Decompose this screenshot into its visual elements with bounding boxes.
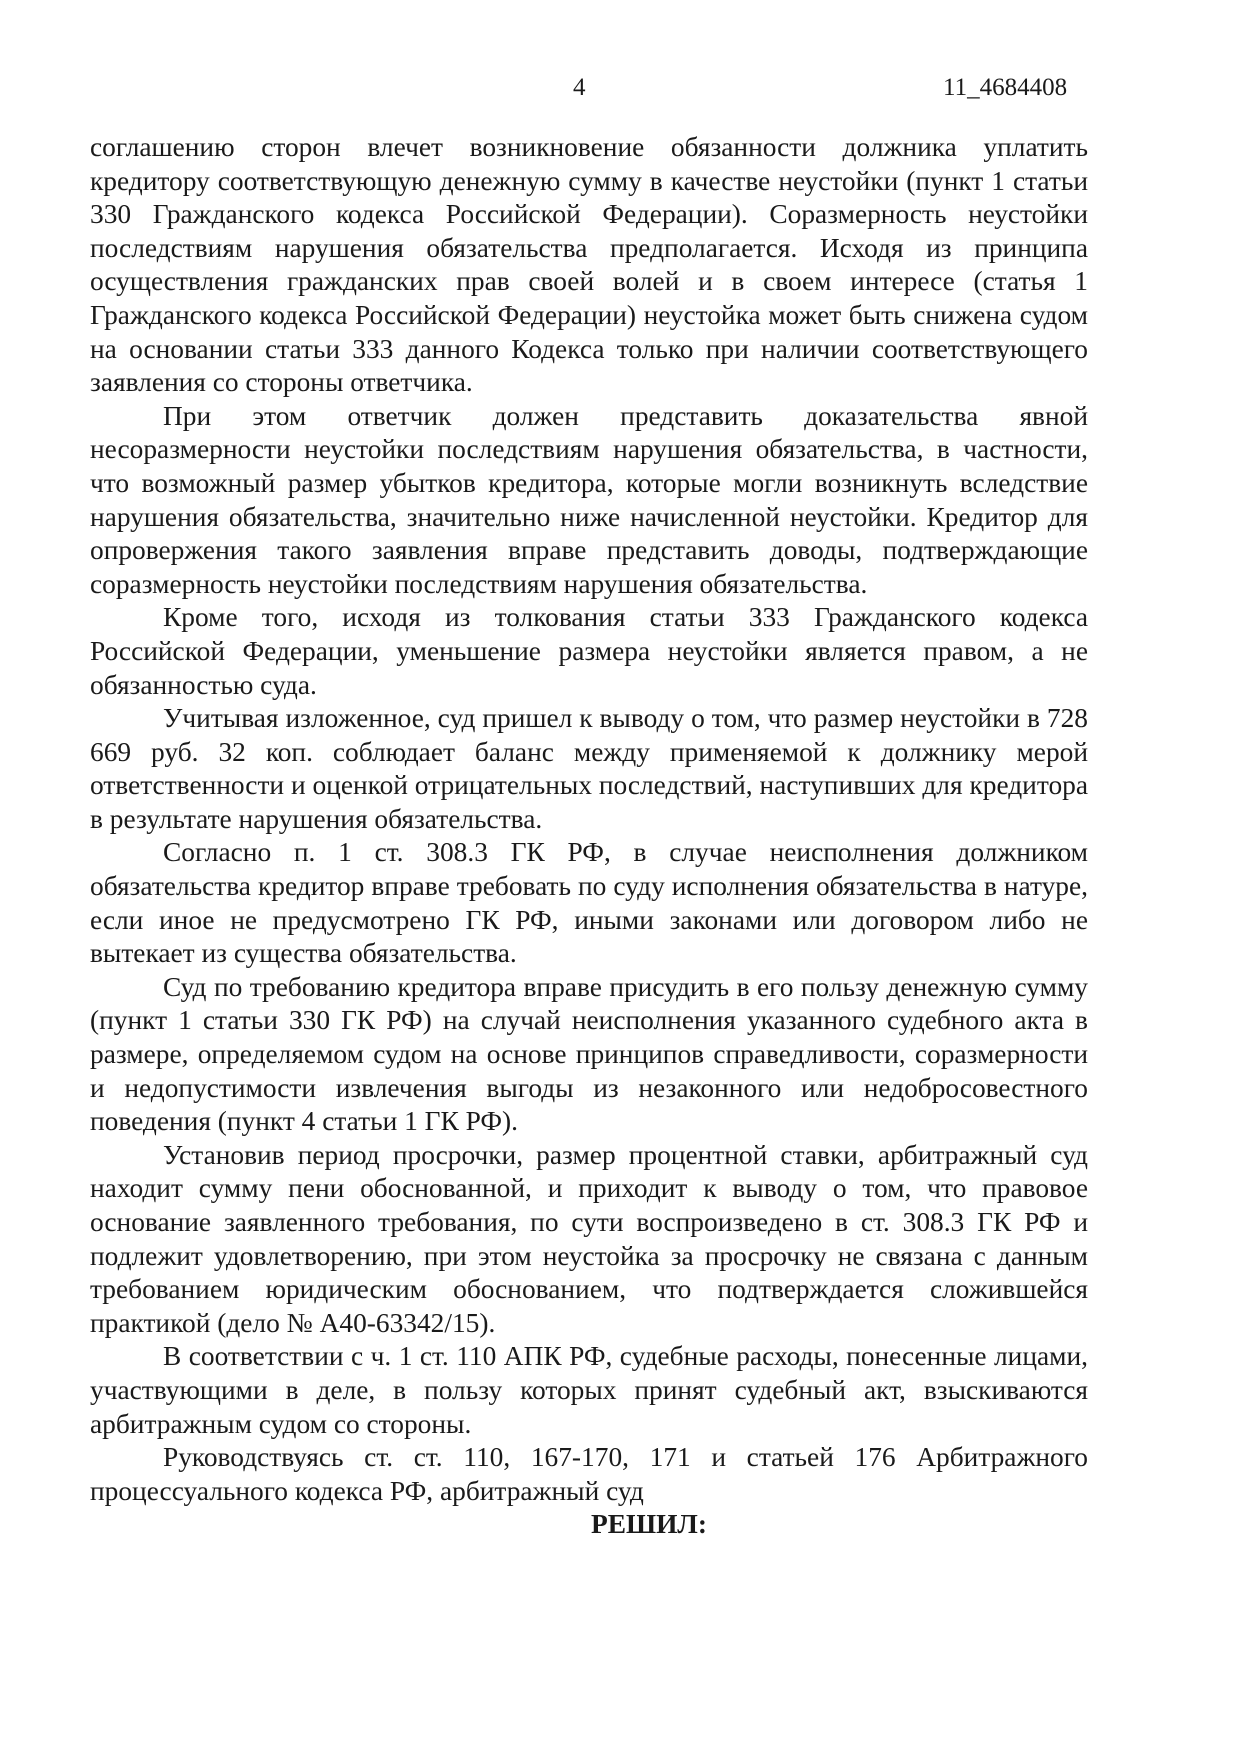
decision-heading: РЕШИЛ: [591, 1509, 707, 1540]
paragraph: Учитывая изложенное, суд пришел к выводу о том, что размер неустойки в 728 669 руб. 32 коп. соблюдает баланс между применяемой к должнику мерой ответственности и оценкой отрицательных последствий, наступивших для кредитора в результате нарушения обязательства. [90, 703, 1088, 834]
document-id: 11_4684408 [943, 74, 1068, 101]
document-body [90, 131, 1088, 1542]
paragraph: При этом ответчик должен представить доказательства явной несоразмерности неустойки последствиям нарушения обязательства, в частности, что возможный размер убытков кредитора, которые могли возникнуть вследствие нарушения обязательства, значительно ниже начисленной неустойки. Кредитор для опровержения такого заявления вправе представить доводы, подтверждающие соразмерность неустойки последствиям нарушения обязательства. [90, 400, 1088, 599]
paragraph: Суд по требованию кредитора вправе присудить в его пользу денежную сумму (пункт 1 статьи 330 ГК РФ) на случай неисполнения указанного судебного акта в размере, определяемом судом на основе принципов справедливости, соразмерности и недопустимости извлечения выгоды из незаконного или недобросовестного поведения (пункт 4 статьи 1 ГК РФ). [90, 971, 1088, 1137]
paragraph: В соответствии с ч. 1 ст. 110 АПК РФ, судебные расходы, понесенные лицами, участвующими в деле, в пользу которых принят судебный акт, взыскиваются арбитражным судом со стороны. [90, 1341, 1088, 1439]
paragraph: Кроме того, исходя из толкования статьи 333 Гражданского кодекса Российской Федерации, уменьшение размера неустойки является правом, а не обязанностью суда. [90, 602, 1088, 700]
paragraph: Установив период просрочки, размер процентной ставки, арбитражный суд находит сумму пени обоснованной, и приходит к выводу о том, что правовое основание заявленного требования, по сути воспроизведено в ст. 308.3 ГК РФ и подлежит удовлетворению, при этом неустойка за просрочку не связана с данным требованием юридическим обоснованием, что подтверждается сложившейся практикой (дело № А40-63342/15). [90, 1139, 1088, 1338]
paragraph: Руководствуясь ст. ст. 110, 167-170, 171 и статьей 176 Арбитражного процессуального кодекса РФ, арбитражный суд [90, 1442, 1088, 1506]
paragraph: Согласно п. 1 ст. 308.3 ГК РФ, в случае неисполнения должником обязательства кредитор вправе требовать по суду исполнения обязательства в натуре, если иное не предусмотрено ГК РФ, иными законами или договором либо не вытекает из существа обязательства. [90, 837, 1088, 969]
paragraph-continuation: соглашению сторон влечет возникновение обязанности должника уплатить кредитору соответствующую денежную сумму в качестве неустойки (пункт 1 статьи 330 Гражданского кодекса Российской Федерации). Соразмерность неустойки последствиям нарушения обязательства предполагается. Исходя из принципа осуществления гражданских прав своей волей и в своем интересе (статья 1 Гражданского кодекса Российской Федерации) неустойка может быть снижена судом на основании статьи 333 данного Кодекса только при наличии соответствующего заявления со стороны ответчика. [90, 132, 1088, 398]
page-number: 4 [573, 74, 586, 101]
